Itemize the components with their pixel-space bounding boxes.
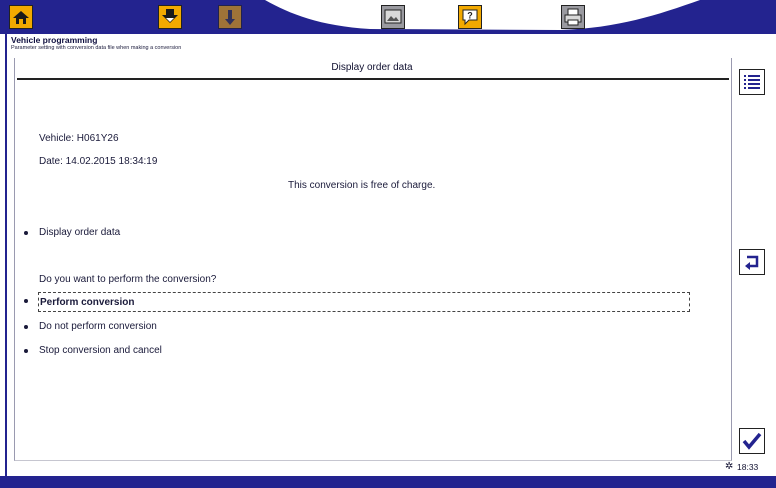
back-button[interactable] — [739, 249, 765, 275]
page-title: Vehicle programming — [11, 35, 98, 45]
panel-title-divider — [17, 78, 729, 80]
print-button[interactable] — [561, 5, 585, 29]
bullet — [24, 299, 28, 303]
page-subtitle: Parameter setting with conversion data file when making a conversion — [11, 45, 182, 51]
confirm-button[interactable] — [739, 428, 765, 454]
date-label: Date: 14.02.2015 18:34:19 — [39, 156, 158, 167]
option-do-not-perform[interactable]: Do not perform conversion — [39, 321, 157, 332]
display-order-data-link[interactable]: Display order data — [39, 227, 121, 238]
bullet — [24, 325, 28, 329]
option-perform-conversion[interactable]: Perform conversion — [38, 292, 690, 312]
vehicle-programming-button[interactable] — [158, 5, 182, 29]
content-panel — [14, 58, 732, 461]
info-icon — [221, 7, 239, 27]
top-toolbar — [0, 0, 776, 34]
list-button[interactable] — [739, 69, 765, 95]
home-button[interactable] — [9, 5, 33, 29]
panel-title: Display order data — [331, 62, 413, 73]
print-icon — [563, 7, 583, 27]
vehicle-programming-icon — [159, 6, 181, 28]
home-icon — [11, 7, 31, 27]
clock-time: 18:33 — [737, 462, 759, 472]
help-icon — [460, 7, 480, 27]
bullet — [24, 231, 28, 235]
checkmark-icon — [742, 432, 762, 450]
clock-icon: ✲ — [725, 461, 734, 472]
svg-text:?: ? — [467, 10, 473, 21]
bottom-bar — [0, 476, 776, 488]
left-border — [5, 34, 7, 478]
conversion-question: Do you want to perform the conversion? — [39, 274, 217, 285]
list-icon — [742, 73, 762, 91]
return-arrow-icon — [743, 254, 761, 270]
bullet — [24, 349, 28, 353]
charge-note: This conversion is free of charge. — [288, 180, 436, 191]
screen-icon — [383, 8, 403, 26]
vehicle-label: Vehicle: H061Y26 — [39, 133, 119, 144]
info-button[interactable] — [218, 5, 242, 29]
option-stop-and-cancel[interactable]: Stop conversion and cancel — [39, 345, 162, 356]
help-button[interactable] — [458, 5, 482, 29]
screen-button[interactable] — [381, 5, 405, 29]
